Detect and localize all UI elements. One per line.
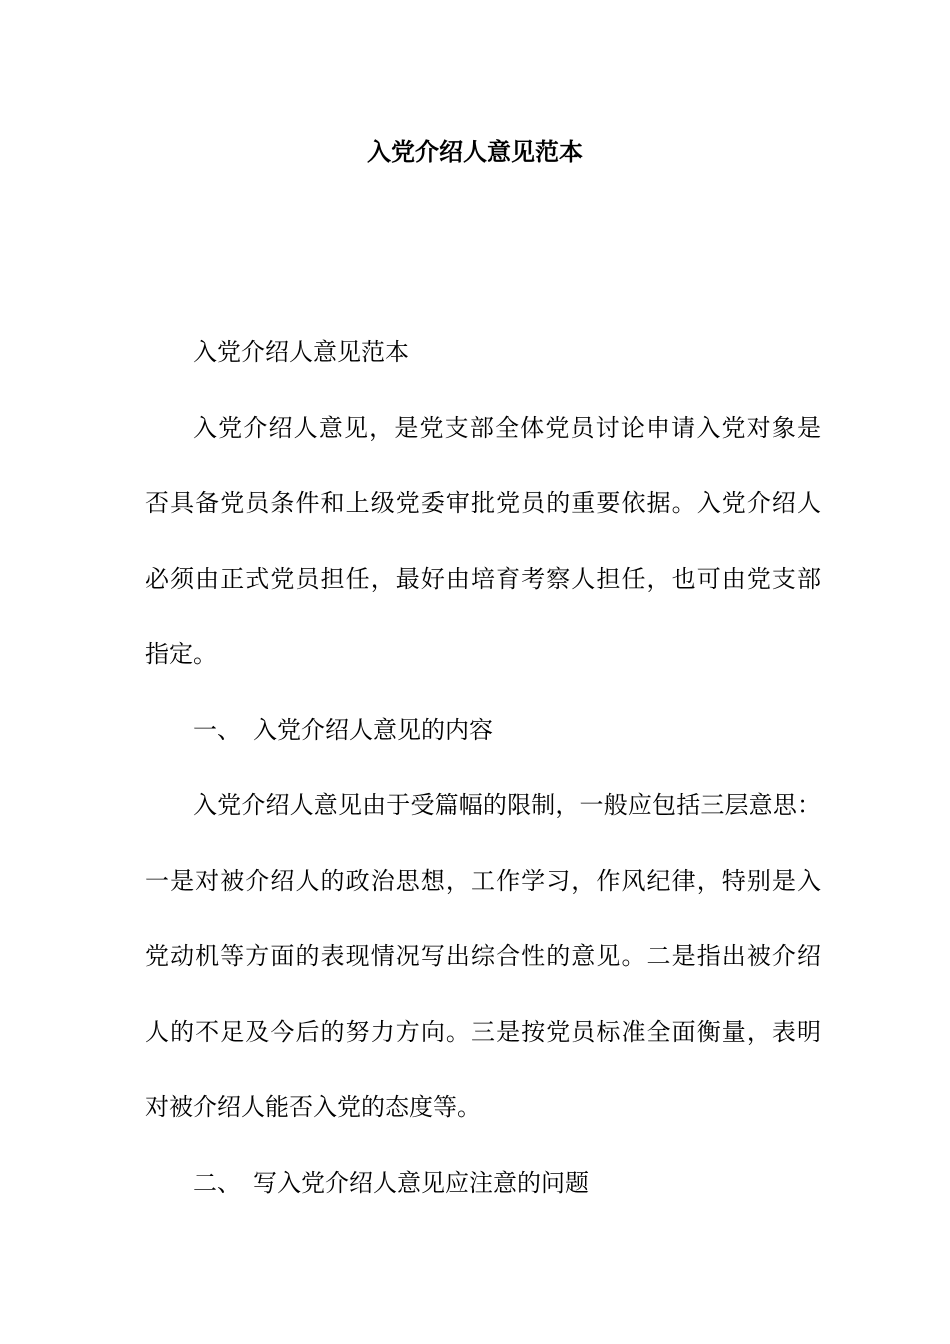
paragraph-1-line-1: 入党介绍人意见，是党支部全体党员讨论申请入党对象是 — [193, 413, 821, 442]
section-1-title: 入党介绍人意见的内容 — [253, 715, 493, 744]
paragraph-2-line-1: 入党介绍人意见由于受篇幅的限制，一般应包括三层意思： — [193, 791, 821, 819]
document-body — [145, 333, 821, 1239]
section-2-heading — [145, 1164, 821, 1202]
paragraph-1-line-2: 否具备党员条件和上级党委审批党员的重要依据。入党介绍人 — [145, 489, 821, 517]
paragraph-2-line-2: 一是对被介绍人的政治思想，工作学习，作风纪律，特别是入 — [145, 866, 821, 895]
section-2-title: 写入党介绍人意见应注意的问题 — [253, 1168, 589, 1197]
paragraph-2-line-3: 党动机等方面的表现情况写出综合性的意见。二是指出被介绍 — [145, 942, 821, 970]
document-subtitle: 入党介绍人意见范本 — [193, 338, 409, 366]
paragraph-2-line-4: 人的不足及今后的努力方向。三是按党员标准全面衡量，表明 — [145, 1017, 821, 1046]
section-2-number: 二、 — [193, 1168, 241, 1197]
paragraph-2-line-5: 对被介绍人能否入党的态度等。 — [145, 1093, 481, 1121]
paragraph-1-line-3: 必须由正式党员担任，最好由培育考察人担任，也可由党支部 — [145, 564, 821, 593]
section-1-heading — [145, 711, 821, 749]
section-1-number: 一、 — [193, 715, 241, 744]
paragraph-1-line-4: 指定。 — [145, 640, 217, 668]
document-title: 入党介绍人意见范本 — [367, 137, 583, 166]
